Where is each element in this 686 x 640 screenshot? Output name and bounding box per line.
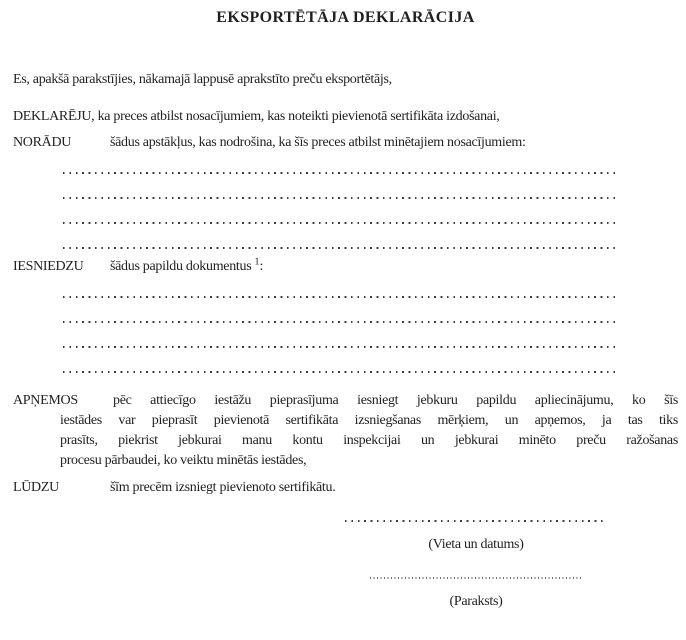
dotted-fill-line <box>63 321 620 323</box>
dotted-fill-line <box>63 371 620 373</box>
signature-block <box>345 520 607 610</box>
iesniedzu-text-colon: : <box>259 259 264 274</box>
apnemos-line-3: prasīts, piekrist jebkurai manu kontu inspekcijai un jebkurai minēto preču ražošanas <box>60 433 678 448</box>
footnote-reference: 1 <box>254 256 260 268</box>
noradu-text: šādus apstākļus, kas nodrošina, ka šīs preces atbilst minētajiem nosacījumiem: <box>110 135 526 150</box>
iesniedzu-blank-lines <box>13 296 678 373</box>
noradu-label: NORĀDU <box>13 135 72 150</box>
signature-dotted-line <box>370 577 582 579</box>
intro-paragraph: Es, apakšā parakstījies, nākamajā lappusē aprakstīto preču eksportētājs, <box>13 72 392 87</box>
place-date-dotted-line <box>345 520 607 522</box>
ludzu-row <box>13 479 678 496</box>
signature-caption: (Paraksts) <box>449 593 503 609</box>
noradu-blank-lines <box>13 172 678 249</box>
apnemos-line-1: pēc attiecīgo iestāžu pieprasījuma iesniegt jebkuru papildu apliecinājumu, ko šīs <box>113 393 678 408</box>
dotted-fill-line <box>63 222 620 224</box>
place-date-caption: (Vieta un datums) <box>428 537 524 552</box>
iesniedzu-row <box>13 258 678 275</box>
dotted-fill-line <box>63 197 620 199</box>
apnemos-paragraph <box>13 391 678 471</box>
apnemos-line-2: iestādes var pieprasīt pievienotā sertifikāta izsniegšanas mērķiem, un apņemos, ja tas tiks <box>60 413 678 428</box>
dotted-fill-line <box>63 172 620 174</box>
ludzu-label: LŪDZU <box>13 480 59 495</box>
apnemos-line-4: procesu pārbaudei, ko veiktu minētās iestādes, <box>60 453 307 468</box>
noradu-row <box>13 134 678 151</box>
apnemos-label: APŅEMOS <box>13 393 78 408</box>
declare-paragraph: DEKLARĒJU, ka preces atbilst nosacījumiem, kas noteikti pievienotā sertifikāta izdošanai, <box>13 109 500 124</box>
dotted-fill-line <box>63 346 620 348</box>
iesniedzu-text-main: šādus papildu dokumentus <box>110 259 255 274</box>
document-title: EKSPORTĒTĀJA DEKLARĀCIJA <box>216 9 475 26</box>
dotted-fill-line <box>63 247 620 249</box>
iesniedzu-label: IESNIEDZU <box>13 259 84 274</box>
dotted-fill-line <box>63 296 620 298</box>
ludzu-text: šīm precēm izsniegt pievienoto sertifikātu. <box>110 480 336 495</box>
iesniedzu-text <box>110 258 678 275</box>
